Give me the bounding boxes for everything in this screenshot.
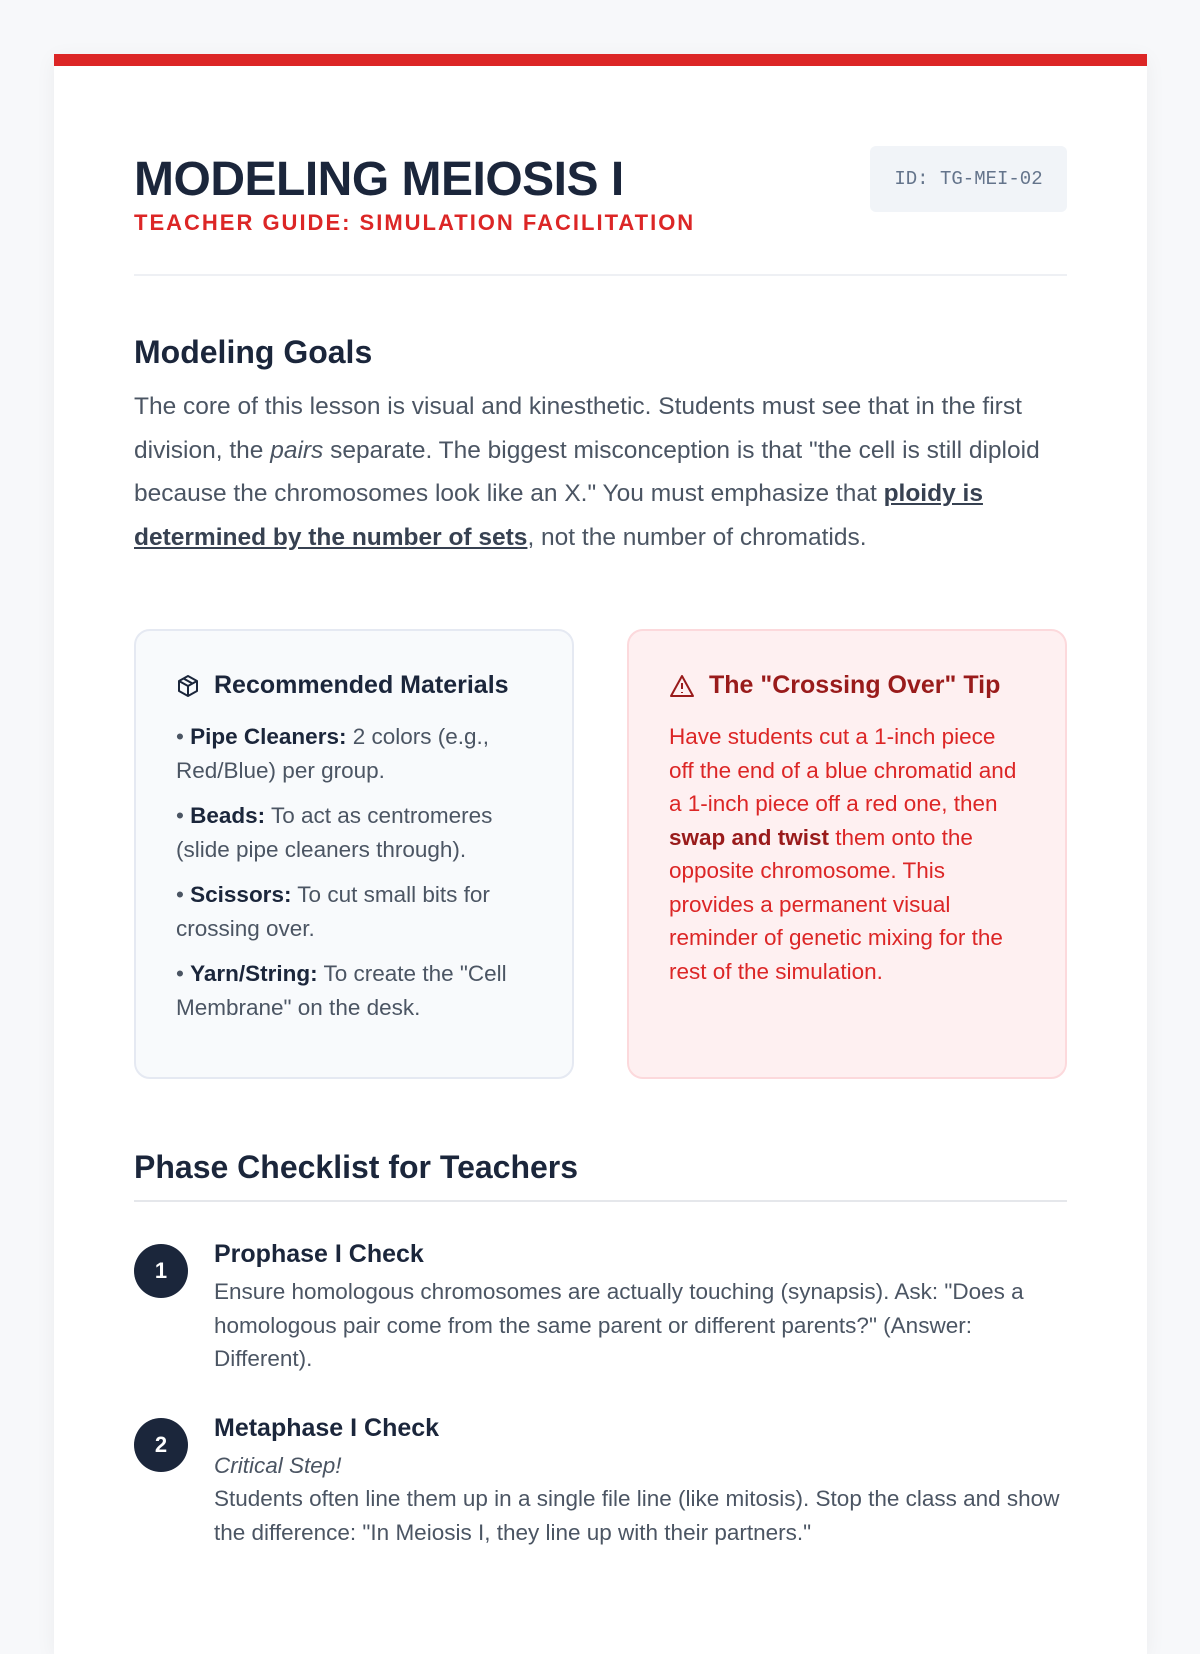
step-number: 1 (134, 1244, 188, 1298)
item-text: To create the "Cell Membrane" on the desk. (176, 961, 507, 1020)
key-point: swap and twist (669, 824, 830, 850)
step-title: Metaphase I Check (214, 1413, 440, 1442)
text: separate. The biggest misconception is that "the cell is still diploid because the chromosomes look like an X." You must emphasize that (134, 436, 1040, 507)
list-item: • Yarn/String: To create the "Cell Membrane" on the desk. (176, 961, 507, 1020)
item-label: Pipe Cleaners: (190, 724, 347, 749)
text: , not the number of chromatids. (527, 523, 867, 551)
box-icon (176, 674, 200, 698)
goals-text (134, 385, 1067, 559)
checklist-heading: Phase Checklist for Teachers (134, 1149, 1067, 1202)
key-point: ploidy is determined by the number of sets (134, 480, 983, 551)
modeling-goals (134, 334, 1067, 559)
item-text: 2 colors (e.g., Red/Blue) per group. (176, 724, 490, 783)
list-item: • Scissors: To cut small bits for crossing over. (176, 882, 490, 941)
list-item: • Pipe Cleaners: 2 colors (e.g., Red/Blue) per group. (176, 724, 490, 783)
item-label: Yarn/String: (190, 961, 318, 986)
item-text: To cut small bits for crossing over. (176, 882, 490, 941)
page-title: MODELING MEIOSIS I (134, 153, 624, 206)
step-title: Prophase I Check (214, 1240, 424, 1268)
text: Have students cut a 1-inch piece off the end of a blue chromatid and a 1-inch piece off a red one, then (669, 724, 1017, 816)
item-label: Beads: (190, 803, 266, 828)
item-label: Scissors: (190, 882, 292, 907)
phase-checklist (134, 1149, 1067, 1549)
materials-box (134, 629, 574, 1079)
page-subtitle: TEACHER GUIDE: SIMULATION FACILITATION (134, 210, 696, 235)
warning-icon (669, 674, 695, 698)
step-note: Critical Step! (214, 1452, 342, 1478)
id-badge: ID: TG-MEI-02 (870, 146, 1067, 212)
guide-card (54, 54, 1147, 1654)
step-text: Ensure homologous chromosomes are actually touching (synapsis). Ask: "Does a homologous pair come from the same parent or different parents?" (Answer: Different). (214, 1279, 1024, 1371)
step-text: Students often line them up in a single file line (like mitosis). Stop the class and show the difference: "In Meiosis I, they line up with their partners." (214, 1486, 1060, 1545)
checklist-step (134, 1414, 1067, 1550)
tip-box (627, 629, 1067, 1079)
materials-heading: Recommended Materials (214, 671, 509, 699)
header (134, 66, 1067, 276)
checklist-step (134, 1240, 1067, 1376)
text: The core of this lesson is visual and kinesthetic. Students must see that in the first division, the (134, 393, 1022, 464)
step-number: 2 (134, 1418, 188, 1472)
list-item: • Beads: To act as centromeres (slide pipe cleaners through). (176, 803, 493, 862)
text: them onto the opposite chromosome. This provides a permanent visual reminder of genetic mixing for the rest of the simulation. (669, 824, 1003, 984)
goals-heading: Modeling Goals (134, 334, 373, 370)
tip-heading: The "Crossing Over" Tip (709, 671, 1001, 699)
tip-text (669, 720, 1025, 988)
emphasis: pairs (270, 436, 324, 464)
item-text: To act as centromeres (slide pipe cleaners through). (176, 803, 493, 862)
